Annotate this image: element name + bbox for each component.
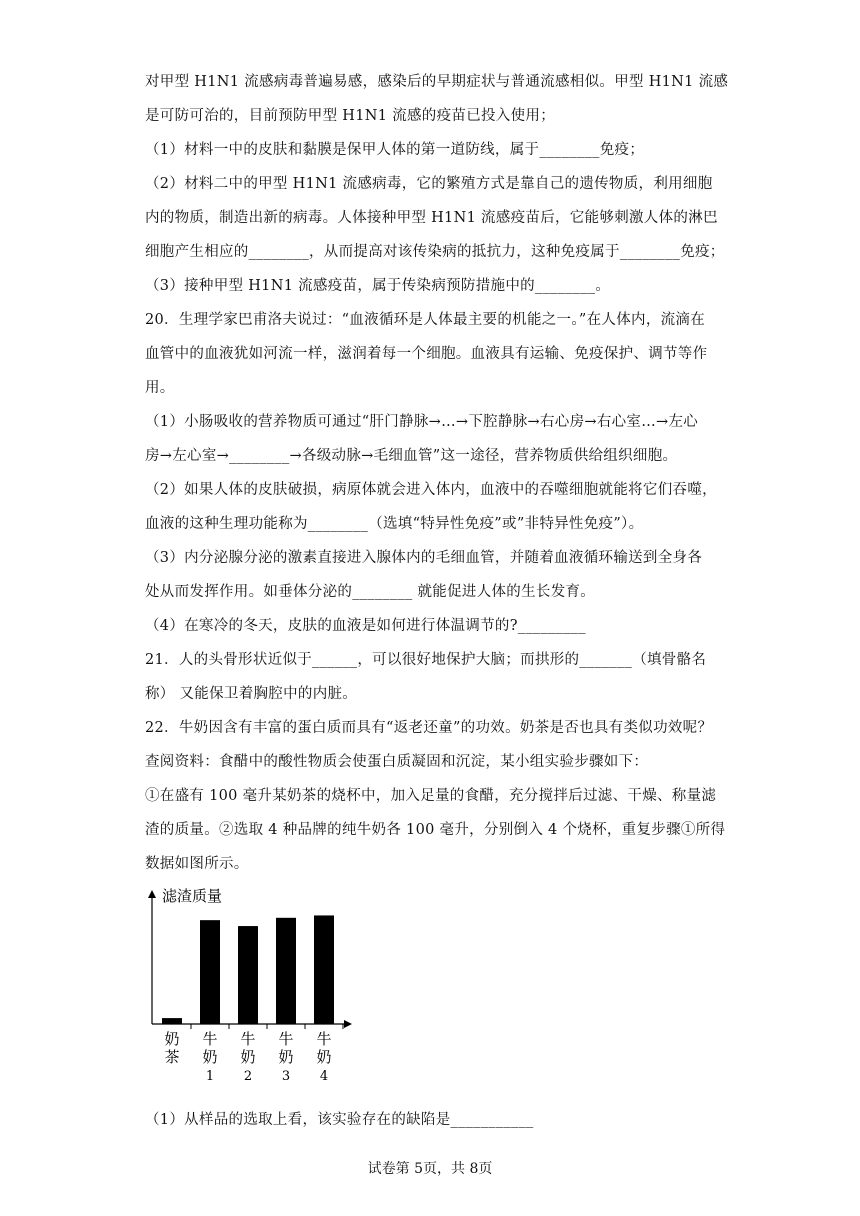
- text-line: 22．牛奶因含有丰富的蛋白质而具有“返老还童”的功效。奶茶是否也具有类似功效呢？: [145, 720, 713, 736]
- text-line: 对甲型 H1N1 流感病毒普遍易感，感染后的早期症状与普通流感相似。甲型 H1N1 流感: [145, 74, 729, 90]
- category-label: 2: [243, 1069, 253, 1084]
- text-line: 细胞产生相应的________，从而提高对该传染病的抵抗力，这种免疫属于________免疫；: [145, 244, 725, 260]
- text-line: （2）如果人体的皮肤破损，病原体就会进入体内，血液中的吞噬细胞就能将它们吞噬，: [145, 482, 717, 498]
- text-line: （2）材料二中的甲型 H1N1 流感病毒，它的繁殖方式是靠自己的遗传物质，利用细胞: [145, 176, 713, 192]
- bar-4: [314, 915, 334, 1024]
- y-axis-arrow: [148, 890, 156, 898]
- text-line: 数据如图所示。: [145, 856, 249, 872]
- category-label: 奶: [202, 1048, 218, 1066]
- bar-1: [200, 920, 220, 1024]
- category-label: 3: [281, 1069, 291, 1084]
- text-line: 称） 又能保卫着胸腔中的内脏。: [145, 686, 358, 702]
- text-line: 处从而发挥作用。如垂体分泌的________ 就能促进人体的生长发育。: [145, 584, 596, 600]
- category-label: 奶: [164, 1030, 180, 1048]
- category-label: 奶: [278, 1048, 294, 1066]
- text-line: 查阅资料：食醋中的酸性物质会使蛋白质凝固和沉淀，某小组实验步骤如下：: [145, 754, 649, 770]
- text-line: （3）内分泌腺分泌的激素直接进入腺体内的毛细血管，并随着血液循环输送到全身各: [145, 550, 703, 566]
- category-label: 牛: [240, 1030, 256, 1048]
- text-line: 21．人的头骨形状近似于______，可以很好地保护大脑；而拱形的_______（填骨骼名: [145, 652, 707, 668]
- text-line: 渣的质量。②选取 4 种品牌的纯牛奶各 100 毫升，分别倒入 4 个烧杯，重复步骤①所得: [145, 822, 726, 838]
- text-line: （1）材料一中的皮肤和黏膜是保甲人体的第一道防线，属于________免疫；: [145, 142, 645, 158]
- text-line: ①在盛有 100 毫升某奶茶的烧杯中，加入足量的食醋，充分搅拌后过滤、干燥、称量滤: [145, 788, 717, 804]
- text-line: （3）接种甲型 H1N1 流感疫苗，属于传染病预防措施中的________。: [145, 278, 611, 294]
- text-line: 血管中的血液犹如河流一样，滋润着每一个细胞。血液具有运输、免疫保护、调节等作: [145, 346, 708, 362]
- bar-chart: [140, 880, 370, 1090]
- question-22-1: （1）从样品的选取上看，该实验存在的缺陷是___________: [145, 1112, 534, 1128]
- category-label: 奶: [240, 1048, 256, 1066]
- category-label: 1: [205, 1069, 215, 1084]
- x-axis-arrow: [344, 1020, 352, 1028]
- text-line: 用。: [145, 380, 175, 396]
- text-line: 房→左心室→________→各级动脉→毛细血管”这一途径，营养物质供给组织细胞。: [145, 448, 678, 464]
- bar-2: [238, 926, 258, 1024]
- text-line: 20．生理学家巴甫洛夫说过：“血液循环是人体最主要的机能之一。”在人体内，流滴在: [145, 312, 706, 328]
- page-footer: 试卷第 5页，共 8页: [367, 1161, 493, 1177]
- text-line: 血液的这种生理功能称为________（选填“特异性免疫”或”非特异性免疫”）。: [145, 516, 644, 532]
- text-line: （4）在寒冷的冬天，皮肤的血液是如何进行体温调节的?_________: [145, 618, 586, 634]
- category-label: 牛: [202, 1030, 218, 1048]
- text-line: 内的物质，制造出新的病毒。人体接种甲型 H1N1 流感疫苗后，它能够刺激人体的淋巴: [145, 210, 718, 226]
- category-label: 牛: [316, 1030, 332, 1048]
- y-axis-label: 滤渣质量: [162, 887, 223, 905]
- category-label: 4: [319, 1069, 329, 1084]
- text-line: （1）小肠吸收的营养物质可通过“肝门静脉→…→下腔静脉→右心房→右心室…→左心: [145, 414, 699, 430]
- category-label: 茶: [164, 1048, 180, 1066]
- bar-0: [162, 1018, 182, 1024]
- text-line: 是可防可治的，目前预防甲型 H1N1 流感的疫苗已投入使用；: [145, 108, 555, 124]
- category-label: 牛: [278, 1030, 294, 1048]
- category-label: 奶: [316, 1048, 332, 1066]
- bar-3: [276, 918, 296, 1024]
